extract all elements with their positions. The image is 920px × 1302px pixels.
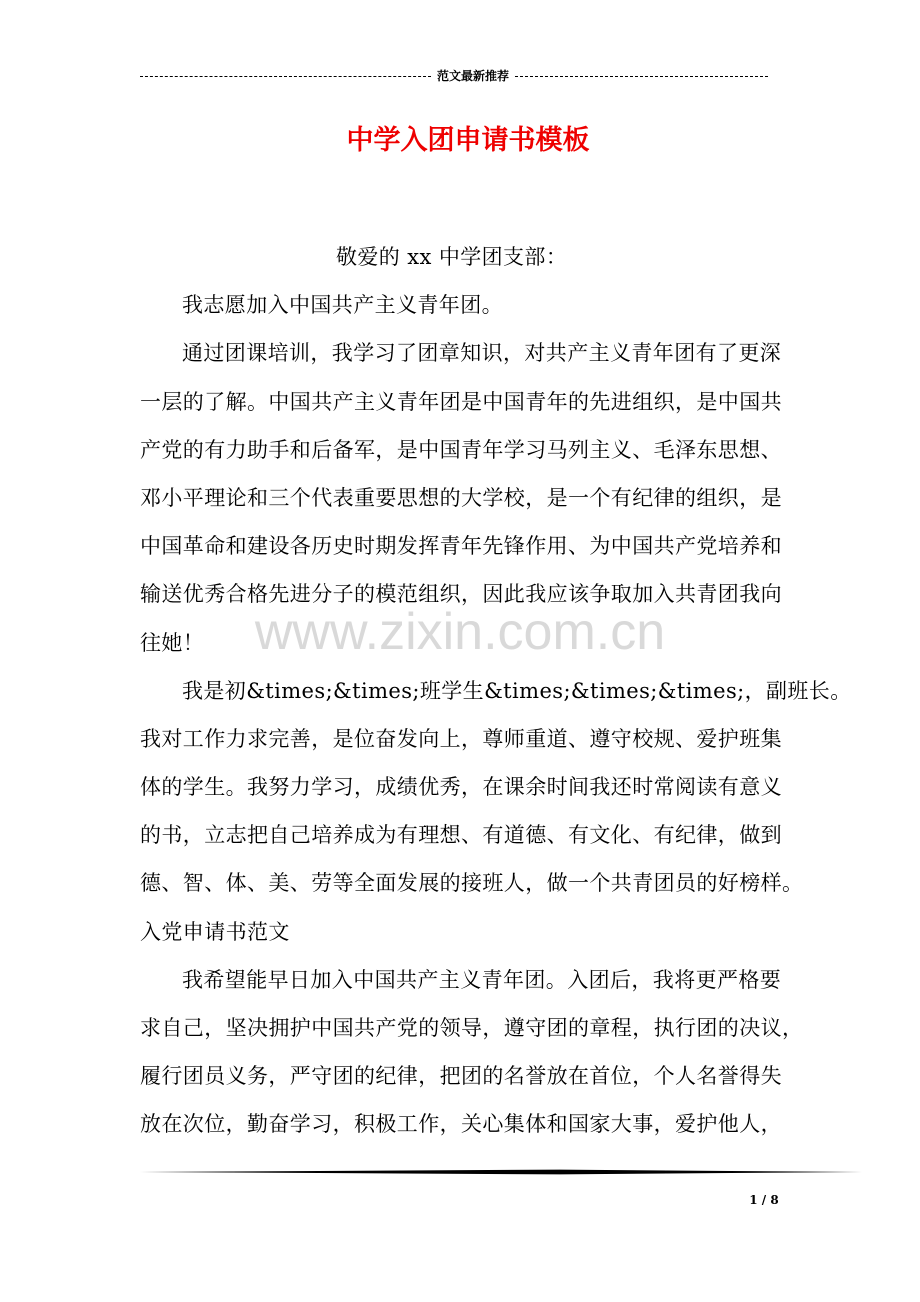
footer-rule	[140, 1169, 862, 1175]
text-line: 履行团员义务，严守团的纪律，把团的名誉放在首位，个人名誉得失	[140, 1064, 782, 1089]
letter-body	[140, 233, 852, 1149]
text-line: 输送优秀合格先进分子的模范组织，因此我应该争取加入共青团我向	[140, 582, 782, 607]
text-line: 我是初&times;&times;班学生&times;&times;&times;，副班长。	[182, 678, 852, 703]
text-line: 邓小平理论和三个代表重要思想的大学校，是一个有纪律的组织，是	[140, 485, 782, 510]
watermark: www.zixin.com.cn	[254, 603, 666, 661]
text-line: 往她！	[140, 630, 205, 655]
text-line: 一层的了解。中国共产主义青年团是中国青年的先进组织，是中国共	[140, 389, 782, 414]
text-line: 产党的有力助手和后备军，是中国青年学习马列主义、毛泽东思想、	[140, 437, 782, 462]
text-line: 体的学生。我努力学习，成绩优秀，在课余时间我还时常阅读有意义	[140, 775, 782, 800]
text-line: 我志愿加入中国共产主义青年团。	[182, 293, 503, 318]
document-title: 中学入团申请书模板	[346, 125, 590, 156]
text-line: 敬爱的 xx 中学团支部：	[336, 245, 568, 269]
header-dashed-rule-right	[515, 76, 768, 77]
header-label: 范文最新推荐	[436, 69, 509, 83]
text-line: 中国革命和建设各历史时期发挥青年先锋作用、为中国共产党培养和	[140, 534, 782, 559]
text-line: 放在次位，勤奋学习，积极工作，关心集体和国家大事，爱护他人，	[140, 1112, 782, 1137]
text-line: 求自己，坚决拥护中国共产党的领导，遵守团的章程，执行团的决议，	[140, 1016, 804, 1040]
text-line: 入党申请书范文	[140, 919, 290, 944]
paragraph-salutation	[140, 233, 800, 281]
paragraph-understanding	[140, 329, 800, 666]
text-line: 的书，立志把自己培养成为有理想、有道德、有文化、有纪律，做到	[140, 823, 782, 848]
paragraph-self-introduction	[140, 667, 852, 956]
text-line: 我对工作力求完善，是位奋发向上，尊师重道、遵守校规、爱护班集	[140, 726, 782, 751]
text-line: 我希望能早日加入中国共产主义青年团。入团后，我将更严格要	[182, 967, 782, 992]
page-header	[140, 68, 768, 84]
text-line: 通过团课培训，我学习了团章知识，对共产主义青年团有了更深	[182, 341, 782, 366]
page-number: 1 / 8	[749, 1193, 779, 1207]
header-dashed-rule-left	[140, 76, 431, 77]
text-line: 德、智、体、美、劳等全面发展的接班人，做一个共青团员的好榜样。	[140, 871, 804, 896]
paragraph-intent	[140, 281, 800, 329]
paragraph-commitment	[140, 956, 804, 1149]
